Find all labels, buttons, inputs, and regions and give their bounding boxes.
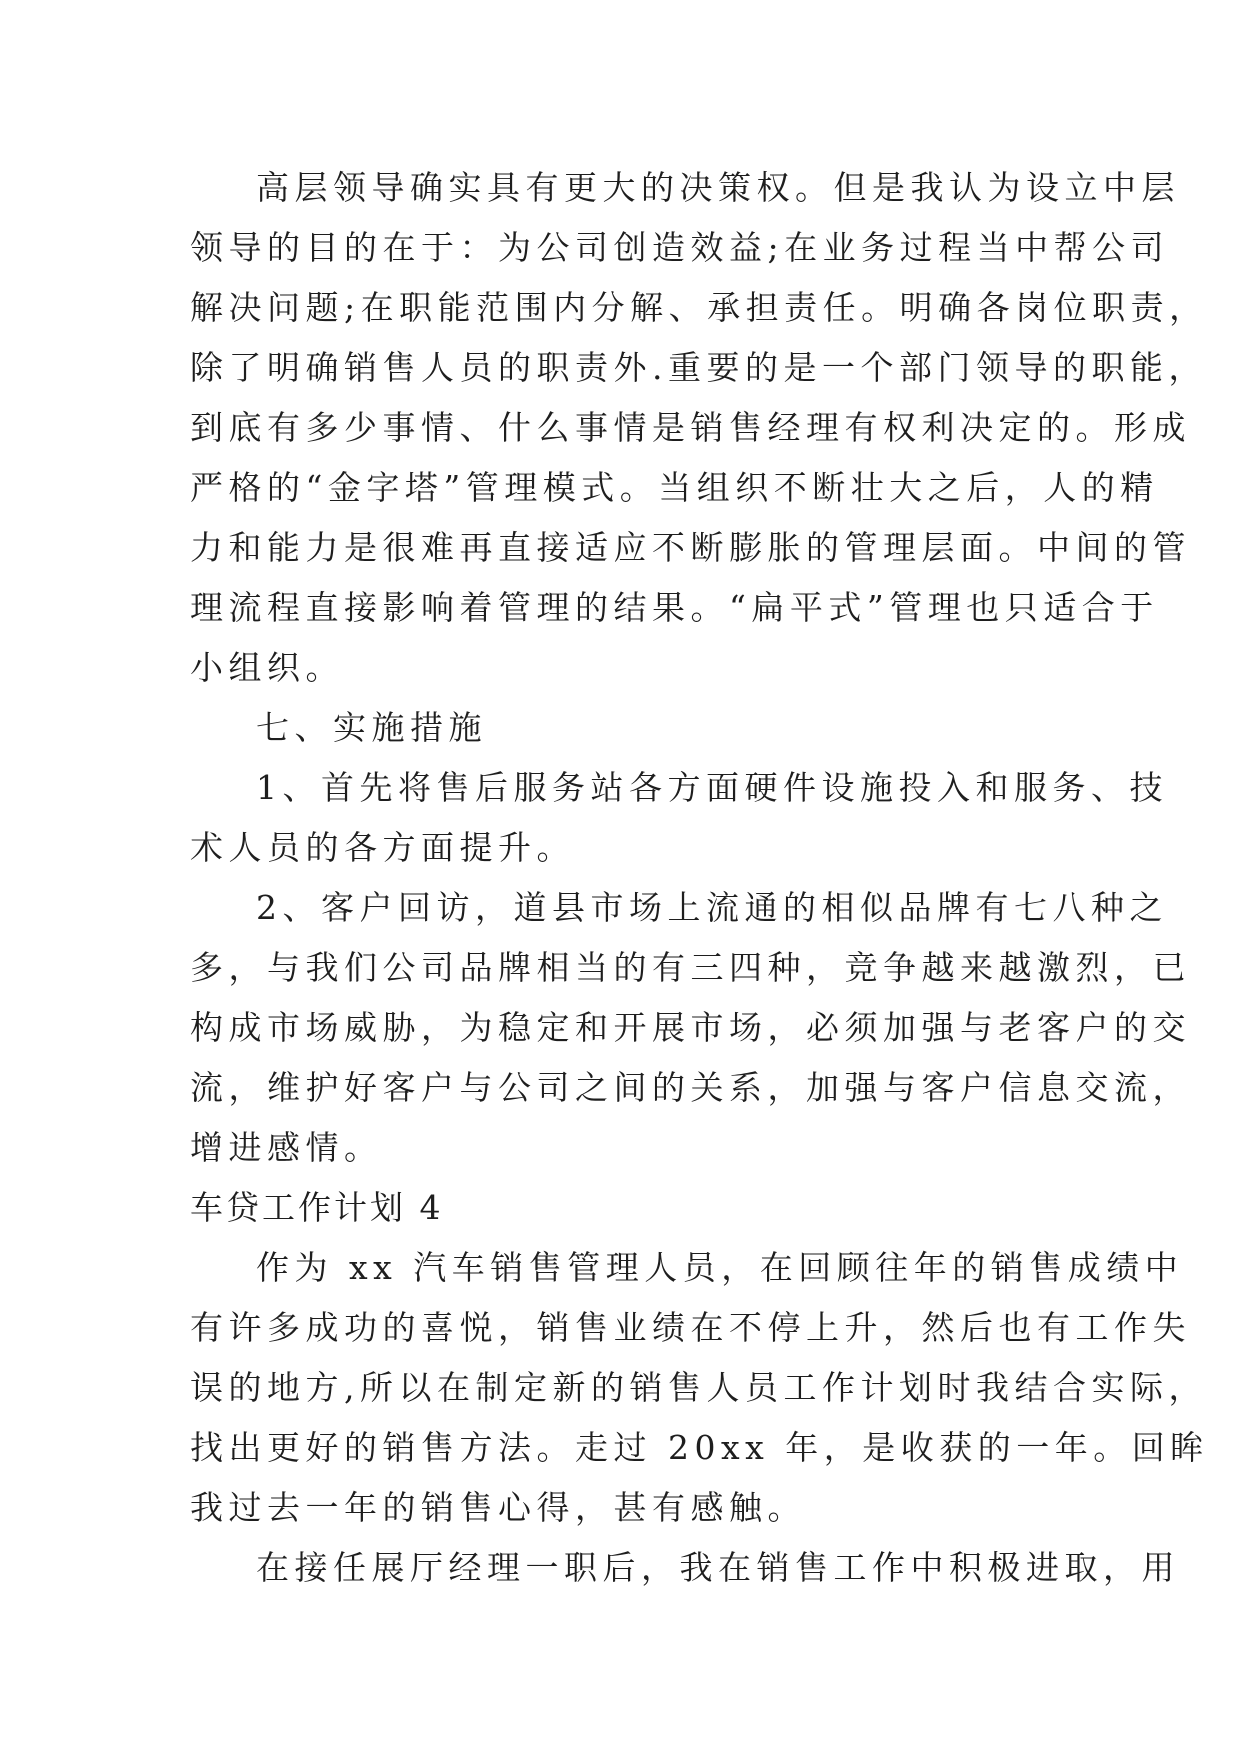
paragraph-line: 严格的“金字塔”管理模式。当组织不断壮大之后，人的精 (190, 468, 1159, 507)
paragraph-line: 小组织。 (190, 648, 344, 687)
paragraph-line: 流，维护好客户与公司之间的关系，加强与客户信息交流， (190, 1068, 1191, 1107)
paragraph-line: 构成市场威胁，为稳定和开展市场，必须加强与老客户的交 (190, 1008, 1191, 1047)
paragraph-line: 解决问题;在职能范围内分解、承担责任。明确各岗位职责， (190, 288, 1208, 327)
paragraph-line: 增进感情。 (190, 1128, 383, 1167)
document-body (190, 158, 1209, 1598)
document-heading: 车贷工作计划 4 (190, 1188, 444, 1227)
paragraph-line: 多，与我们公司品牌相当的有三四种，竞争越来越激烈，已 (190, 948, 1191, 987)
paragraph-line: 除了明确销售人员的职责外.重要的是一个部门领导的职能， (190, 348, 1207, 387)
paragraph-line: 到底有多少事情、什么事情是销售经理有权利决定的。形成 (190, 408, 1191, 447)
paragraph-line: 在接任展厅经理一职后，我在销售工作中积极进取，用 (256, 1548, 1180, 1587)
paragraph-line: 有许多成功的喜悦，销售业绩在不停上升，然后也有工作失 (190, 1308, 1191, 1347)
paragraph-line: 2、客户回访，道县市场上流通的相似品牌有七八种之 (256, 888, 1168, 927)
paragraph-line: 理流程直接影响着管理的结果。“扁平式”管理也只适合于 (190, 588, 1159, 627)
paragraph-line: 我过去一年的销售心得，甚有感触。 (190, 1488, 806, 1527)
paragraph-line: 术人员的各方面提升。 (190, 828, 575, 867)
paragraph-line: 力和能力是很难再直接适应不断膨胀的管理层面。中间的管 (190, 528, 1191, 567)
paragraph-line: 1、首先将售后服务站各方面硬件设施投入和服务、技 (256, 768, 1168, 807)
paragraph-line: 作为 xx 汽车销售管理人员，在回顾往年的销售成绩中 (256, 1248, 1184, 1287)
paragraph-line: 领导的目的在于：为公司创造效益;在业务过程当中帮公司 (190, 228, 1170, 267)
paragraph-line: 高层领导确实具有更大的决策权。但是我认为设立中层 (256, 168, 1180, 207)
section-heading: 七、实施措施 (256, 708, 487, 747)
paragraph-line: 误的地方,所以在制定新的销售人员工作计划时我结合实际， (190, 1368, 1207, 1407)
paragraph-line: 找出更好的销售方法。走过 20xx 年，是收获的一年。回眸 (190, 1428, 1209, 1467)
